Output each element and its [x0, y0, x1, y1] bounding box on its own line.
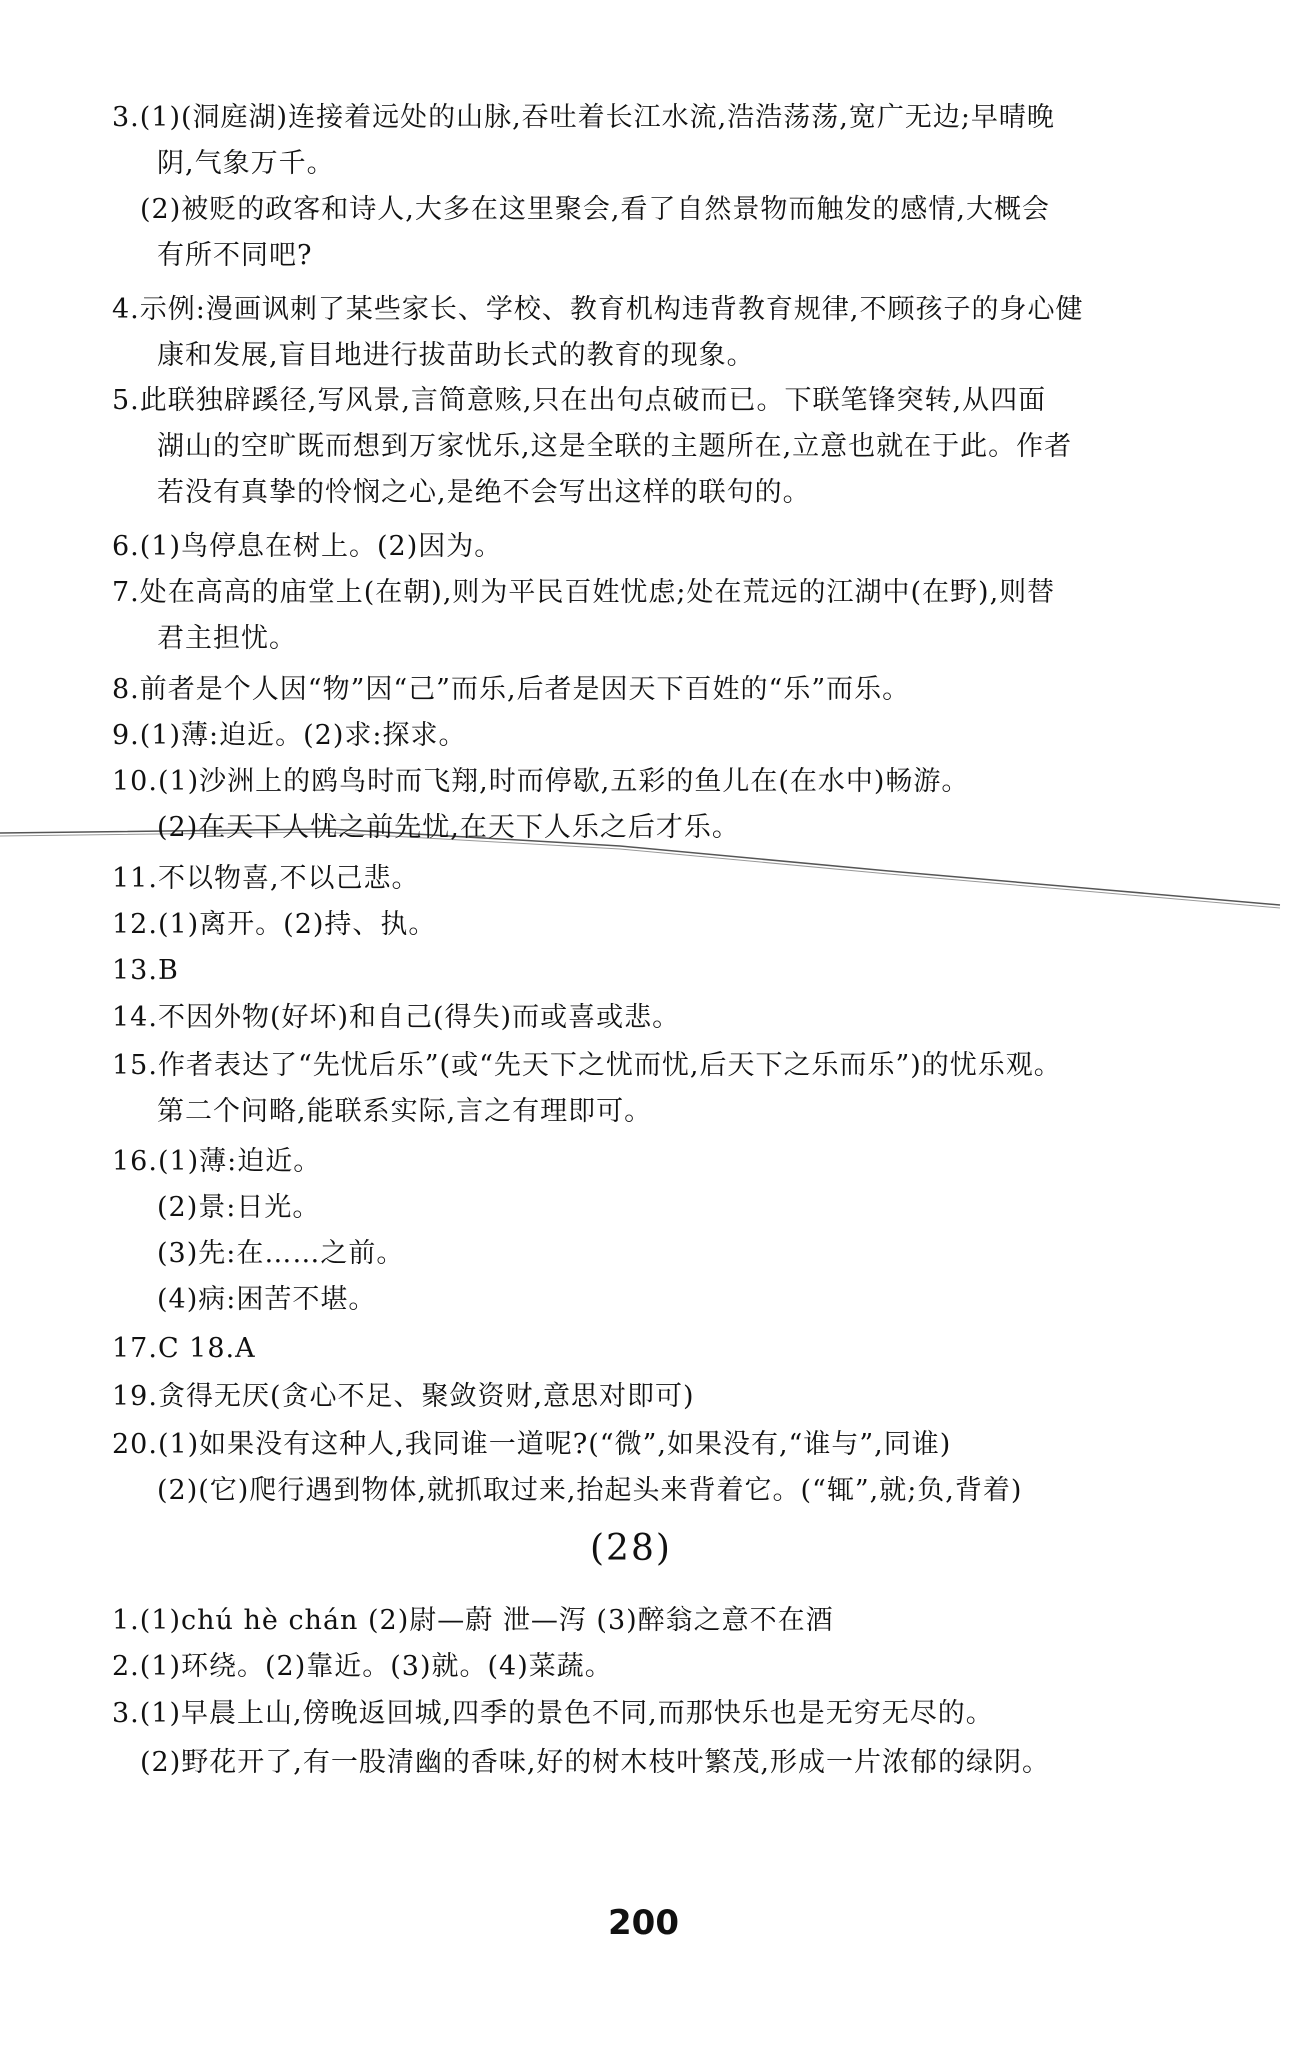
answer-line: (2)野花开了,有一股清幽的香味,好的树木枝叶繁茂,形成一片浓郁的绿阴。: [140, 1747, 1050, 1778]
answer-line: (2)景:日光。: [157, 1192, 321, 1223]
answer-line: 10.(1)沙洲上的鸥鸟时而飞翔,时而停歇,五彩的鱼儿在(在水中)畅游。: [112, 766, 970, 797]
answer-line: 君主担忧。: [157, 623, 297, 654]
answer-line: 湖山的空旷既而想到万家忧乐,这是全联的主题所在,立意也就在于此。作者: [157, 431, 1073, 462]
answer-line: 20.(1)如果没有这种人,我同谁一道呢?(“微”,如果没有,“谁与”,同谁): [112, 1429, 952, 1460]
answer-line: 康和发展,盲目地进行拔苗助长式的教育的现象。: [157, 340, 755, 371]
answer-line: 6.(1)鸟停息在树上。(2)因为。: [112, 531, 503, 562]
answer-line: 7.处在高高的庙堂上(在朝),则为平民百姓忧虑;处在荒远的江湖中(在野),则替: [112, 577, 1056, 608]
page-number: 200: [608, 1903, 679, 1943]
answer-line: 19.贪得无厌(贪心不足、聚敛资财,意思对即可): [112, 1381, 695, 1412]
answer-line: 3.(1)(洞庭湖)连接着远处的山脉,吞吐着长江水流,浩浩荡荡,宽广无边;早晴晚: [112, 102, 1055, 133]
answer-line: 5.此联独辟蹊径,写风景,言简意赅,只在出句点破而已。下联笔锋突转,从四面: [112, 385, 1047, 416]
answer-line: 12.(1)离开。(2)持、执。: [112, 909, 437, 940]
answer-line: 第二个问略,能联系实际,言之有理即可。: [157, 1096, 653, 1127]
answer-line: 若没有真挚的怜悯之心,是绝不会写出这样的联句的。: [157, 477, 811, 508]
answer-line: 16.(1)薄:迫近。: [112, 1146, 322, 1177]
answer-line: 8.前者是个人因“物”因“己”而乐,后者是因天下百姓的“乐”而乐。: [112, 674, 911, 705]
answer-line: (3)先:在……之前。: [157, 1238, 405, 1269]
answer-line: 2.(1)环绕。(2)靠近。(3)就。(4)菜蔬。: [112, 1651, 613, 1682]
answer-line: (4)病:困苦不堪。: [157, 1284, 377, 1315]
answer-line: 4.示例:漫画讽刺了某些家长、学校、教育机构违背教育规律,不顾孩子的身心健: [112, 294, 1084, 325]
answer-line: (2)被贬的政客和诗人,大多在这里聚会,看了自然景物而触发的感情,大概会: [140, 194, 1050, 225]
answer-line: 11.不以物喜,不以己悲。: [112, 863, 420, 894]
answer-line: 17.C 18.A: [112, 1333, 256, 1364]
answer-line: 阴,气象万千。: [157, 148, 335, 179]
answer-line: 14.不因外物(好坏)和自己(得失)而或喜或悲。: [112, 1002, 681, 1033]
section-title: (28): [590, 1528, 672, 1569]
answer-line: 1.(1)chú hè chán (2)尉—蔚 泄—泻 (3)醉翁之意不在酒: [112, 1605, 834, 1636]
answer-line: 3.(1)早晨上山,傍晚返回城,四季的景色不同,而那快乐也是无穷无尽的。: [112, 1698, 994, 1729]
answer-line: (2)在天下人忧之前先忧,在天下人乐之后才乐。: [157, 812, 740, 843]
answer-line: 有所不同吧?: [157, 240, 313, 271]
answer-line: 9.(1)薄:迫近。(2)求:探求。: [112, 720, 467, 751]
answer-line: (2)(它)爬行遇到物体,就抓取过来,抬起头来背着它。(“辄”,就;负,背着): [157, 1475, 1023, 1506]
answer-line: 13.B: [112, 955, 179, 986]
answer-line: 15.作者表达了“先忧后乐”(或“先天下之忧而忧,后天下之乐而乐”)的忧乐观。: [112, 1050, 1062, 1081]
